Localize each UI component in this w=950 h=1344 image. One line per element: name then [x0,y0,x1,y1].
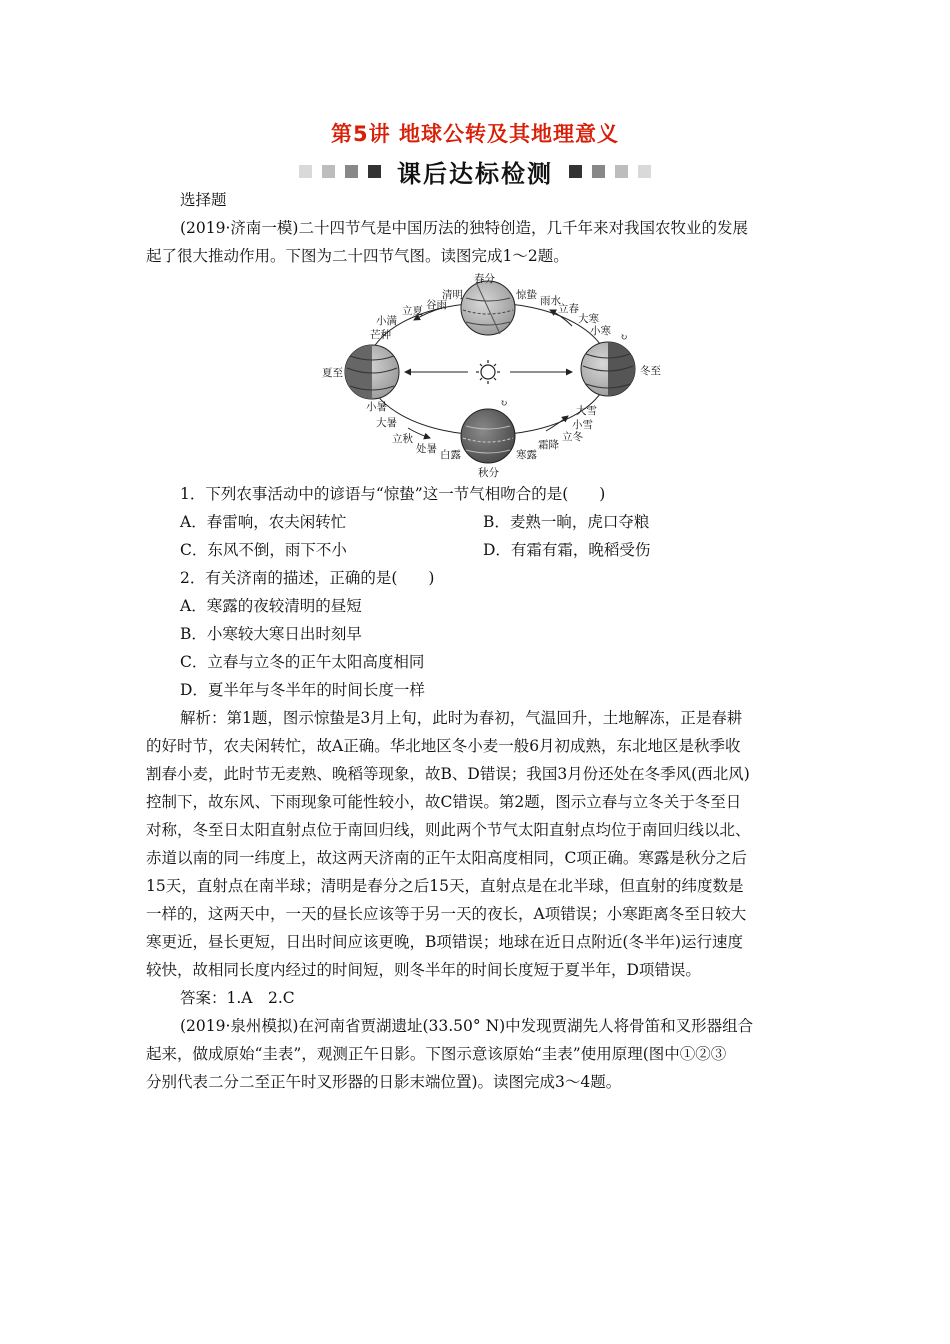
q2-stem: 2．有关济南的描述，正确的是( ) [180,569,435,587]
term-label: 惊蛰 [516,289,537,301]
q1-option-a: A．春雷响，农夫闲转忙 [180,513,347,531]
q2-option-c: C．立春与立冬的正午太阳高度相同 [180,653,425,671]
term-label: 大雪 [576,405,597,417]
q2-option-a: A．寒露的夜较清明的昼短 [180,597,362,615]
q2-option-b: B．小寒较大寒日出时刻早 [180,625,362,643]
term-label: 立春 [558,303,579,315]
term-label: 春分 [474,273,495,285]
globe-autumn-equinox [461,399,515,463]
q34-intro-line: (2019·泉州模拟)在河南省贾湖遗址(33.50° N)中发现贾湖先人将骨笛和叉形器组合 [180,1017,754,1035]
q34-intro-line: 分别代表二分二至正午时叉形器的日影末端位置)。读图完成3～4题。 [146,1073,622,1091]
banner-square [615,165,628,178]
analysis-line: 割春小麦，此时节无麦熟、晚稻等现象，故B、D错误；我国3月份还处在冬季风(西北风) [146,765,750,783]
banner-square [638,165,651,178]
analysis-line: 一样的，这两天中，一天的昼长应该等于另一天的夜长，A项错误；小寒距离冬至日较大 [146,905,747,923]
term-label: 白露 [440,449,461,461]
analysis-line: 控制下，故东风、下雨现象可能性较小，故C错误。第2题，图示立春与立冬关于冬至日 [146,793,742,811]
term-label: 小满 [376,315,397,327]
answer-line: 答案：1.A 2.C [180,989,295,1007]
globe-spring-equinox [461,281,515,335]
q2-option-d: D．夏半年与冬半年的时间长度一样 [180,681,425,699]
globe-winter-solstice [581,333,635,396]
analysis-line: 对称，冬至日太阳直射点位于南回归线，则此两个节气太阳直射点均位于南回归线以北、 [146,821,751,839]
term-label: 夏至 [322,367,343,379]
term-label: 立冬 [562,431,583,443]
page-title: 第5讲 地球公转及其地理意义 [331,122,619,146]
q1-option-b: B．麦熟一晌，虎口夺粮 [483,513,650,531]
svg-text:↻: ↻ [620,333,628,343]
banner-square [322,165,335,178]
q1-option-c: C．东风不倒，雨下不小 [180,541,347,559]
q12-intro-line: (2019·济南一模)二十四节气是中国历法的独特创造，几千年来对我国农牧业的发展 [180,219,748,237]
term-label: 谷雨 [426,299,447,311]
q1-stem: 1．下列农事活动中的谚语与“惊蛰”这一节气相吻合的是( ) [180,485,606,503]
banner-square [299,165,312,178]
term-label: 秋分 [478,467,499,479]
q1-option-d: D．有霜有霜，晚稻受伤 [483,541,651,559]
banner-square [368,165,381,178]
term-label: 冬至 [640,365,661,377]
term-label: 霜降 [538,439,559,451]
analysis-line: 15天，直射点在南半球；清明是春分之后15天，直射点是在北半球，但直射的纬度数是 [146,877,744,895]
term-label: 芒种 [370,329,391,341]
analysis-line: 解析：第1题，图示惊蛰是3月上旬，此时为春初，气温回升，土地解冻，正是春耕 [180,709,743,727]
banner-square [592,165,605,178]
sun-icon [476,360,500,384]
term-label: 处暑 [416,443,437,455]
term-label: 小雪 [572,419,593,431]
analysis-line: 较快，故相同长度内经过的时间短，则冬半年的时间长度短于夏半年，D项错误。 [146,961,701,979]
section-banner [0,156,950,186]
term-label: 雨水 [540,295,561,307]
term-label: 大暑 [376,417,397,429]
term-label: 小寒 [590,325,611,337]
svg-text:↻: ↻ [500,399,508,409]
term-label: 大寒 [578,313,599,325]
q34-intro-line: 起来，做成原始“圭表”，观测正午日影。下图示意该原始“圭表”使用原理(图中①②③ [146,1045,727,1063]
analysis-line: 赤道以南的同一纬度上，故这两天济南的正午太阳高度相同，C项正确。寒露是秋分之后 [146,849,747,867]
term-label: 立秋 [392,433,413,445]
section-label: 选择题 [180,191,227,209]
solar-terms-diagram [310,268,670,483]
banner-title: 课后达标检测 [397,159,553,188]
globe-summer-solstice [345,345,399,399]
term-label: 清明 [442,289,463,301]
banner-square [345,165,358,178]
orbit-arrow [546,416,568,431]
analysis-line: 寒更近，昼长更短，日出时间应该更晚，B项错误；地球在近日点附近(冬半年)运行速度 [146,933,743,951]
banner-square [569,165,582,178]
term-label: 寒露 [516,449,537,461]
q12-intro-line: 起了很大推动作用。下图为二十四节气图。读图完成1～2题。 [146,247,569,265]
analysis-line: 的好时节，农夫闲转忙，故A正确。华北地区冬小麦一般6月初成熟，东北地区是秋季收 [146,737,741,755]
term-label: 立夏 [402,305,423,317]
term-label: 小暑 [366,401,387,413]
